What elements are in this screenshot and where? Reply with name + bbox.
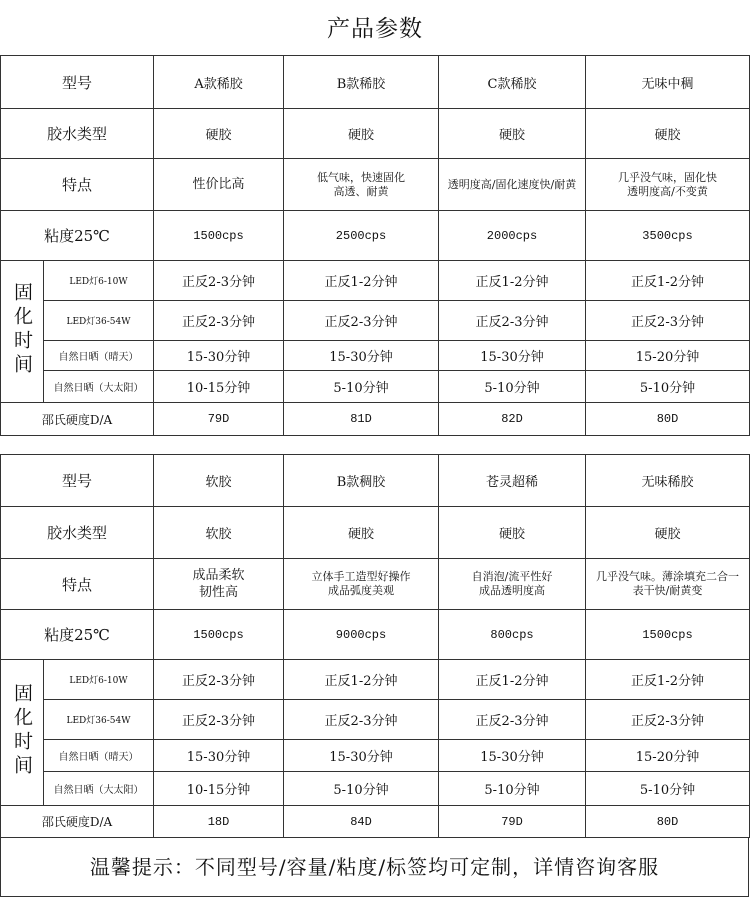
viscosity-value: 1500cps: [154, 211, 284, 261]
glue-type-label: 胶水类型: [1, 507, 154, 559]
model-name: B款稀胶: [284, 56, 439, 109]
model-name: 苍灵超稀: [439, 455, 586, 507]
curing-row-sun-strong: [1, 371, 750, 403]
curing-time-value: 15-30分钟: [439, 740, 586, 772]
curing-condition-label: 自然日晒（晴天）: [44, 740, 154, 772]
curing-time-value: 正反2-3分钟: [284, 301, 439, 341]
curing-time-value: 10-15分钟: [154, 772, 284, 806]
hardness-value: 79D: [154, 403, 284, 436]
spec-table-2: [0, 454, 750, 838]
curing-time-value: 15-30分钟: [439, 341, 586, 371]
curing-time-value: 正反1-2分钟: [439, 660, 586, 700]
feature-line: 成品弧度美观: [328, 584, 395, 597]
curing-time-value: 正反1-2分钟: [586, 261, 750, 301]
glue-type-value: 硬胶: [439, 109, 586, 159]
features-label: 特点: [1, 559, 154, 610]
feature-line: 成品柔软: [192, 568, 245, 583]
feature-line: 韧性高: [199, 585, 239, 600]
glue-type-label: 胶水类型: [1, 109, 154, 159]
feature-line: 立体手工造型好操作: [311, 570, 411, 583]
curing-row-sun-clear: [1, 740, 750, 772]
curing-time-value: 15-30分钟: [284, 740, 439, 772]
page-title: 产品参数: [327, 16, 423, 42]
hardness-value: 80D: [586, 403, 750, 436]
feature-line: 低气味，快速固化: [317, 170, 406, 184]
curing-time-value: 5-10分钟: [439, 772, 586, 806]
hardness-value: 84D: [284, 806, 439, 838]
curing-time-value: 正反1-2分钟: [284, 261, 439, 301]
features-cell: [586, 159, 750, 211]
curing-time-value: 正反2-3分钟: [586, 301, 750, 341]
hardness-label: 邵氏硬度D/A: [1, 806, 154, 838]
features-label: 特点: [1, 159, 154, 211]
hardness-value: 81D: [284, 403, 439, 436]
glue-type-value: 软胶: [154, 507, 284, 559]
glue-type-value: 硬胶: [284, 507, 439, 559]
curing-condition-label: LED灯6-10W: [44, 261, 154, 301]
feature-line: 性价比高: [192, 177, 245, 192]
features-cell: [439, 159, 586, 211]
glue-type-value: 硬胶: [586, 507, 750, 559]
curing-time-value: 正反2-3分钟: [284, 700, 439, 740]
hardness-value: 82D: [439, 403, 586, 436]
glue-type-row: [1, 507, 750, 559]
viscosity-label: 粘度25℃: [1, 211, 154, 261]
curing-time-value: 15-20分钟: [586, 341, 750, 371]
spec-table-1: [0, 55, 750, 436]
curing-row-led-low: [1, 660, 750, 700]
curing-condition-label: 自然日晒（大太阳）: [44, 772, 154, 806]
curing-time-value: 正反1-2分钟: [284, 660, 439, 700]
curing-time-value: 正反2-3分钟: [154, 261, 284, 301]
features-cell: [439, 559, 586, 610]
model-label: 型号: [1, 455, 154, 507]
curing-time-value: 5-10分钟: [586, 371, 750, 403]
curing-time-value: 10-15分钟: [154, 371, 284, 403]
curing-time-header: [1, 261, 44, 403]
model-row: [1, 455, 750, 507]
customization-notice: 温馨提示：不同型号/容量/粘度/标签均可定制，详情咨询客服: [0, 838, 749, 897]
curing-condition-label: 自然日晒（晴天）: [44, 341, 154, 371]
curing-time-value: 正反2-3分钟: [154, 700, 284, 740]
model-name: B款稠胶: [284, 455, 439, 507]
viscosity-value: 1500cps: [586, 610, 750, 660]
glue-type-value: 硬胶: [439, 507, 586, 559]
viscosity-value: 1500cps: [154, 610, 284, 660]
viscosity-value: 2500cps: [284, 211, 439, 261]
hardness-row: [1, 403, 750, 436]
features-cell: [586, 559, 750, 610]
curing-time-value: 5-10分钟: [284, 371, 439, 403]
viscosity-value: 9000cps: [284, 610, 439, 660]
curing-row-sun-strong: [1, 772, 750, 806]
model-name: C款稀胶: [439, 56, 586, 109]
viscosity-value: 800cps: [439, 610, 586, 660]
viscosity-row: [1, 610, 750, 660]
curing-time-value: 15-20分钟: [586, 740, 750, 772]
curing-time-value: 正反2-3分钟: [439, 301, 586, 341]
model-name: 软胶: [154, 455, 284, 507]
feature-line: 几乎没气味。薄涂填充二合一: [596, 570, 740, 583]
curing-time-value: 正反2-3分钟: [439, 700, 586, 740]
viscosity-value: 3500cps: [586, 211, 750, 261]
model-row: [1, 56, 750, 109]
feature-line: 高透、耐黄: [333, 184, 389, 198]
curing-row-led-high: [1, 301, 750, 341]
model-name: 无味中稠: [586, 56, 750, 109]
viscosity-label: 粘度25℃: [1, 610, 154, 660]
curing-time-value: 5-10分钟: [439, 371, 586, 403]
features-row: [1, 159, 750, 211]
glue-type-value: 硬胶: [154, 109, 284, 159]
model-name: A款稀胶: [154, 56, 284, 109]
feature-line: 几乎没气味，固化快: [618, 170, 718, 184]
hardness-value: 80D: [586, 806, 750, 838]
curing-row-led-low: [1, 261, 750, 301]
hardness-label: 邵氏硬度D/A: [1, 403, 154, 436]
glue-type-value: 硬胶: [284, 109, 439, 159]
feature-line: 自消泡/流平性好: [471, 570, 553, 583]
curing-time-value: 正反2-3分钟: [154, 660, 284, 700]
feature-line: 表干快/耐黄变: [632, 584, 703, 597]
model-label: 型号: [1, 56, 154, 109]
curing-time-value: 15-30分钟: [154, 740, 284, 772]
features-cell: [284, 159, 439, 211]
curing-row-sun-clear: [1, 341, 750, 371]
curing-time-value: 正反1-2分钟: [586, 660, 750, 700]
model-name: 无味稀胶: [586, 455, 750, 507]
viscosity-row: [1, 211, 750, 261]
curing-row-led-high: [1, 700, 750, 740]
curing-time-value: 正反2-3分钟: [586, 700, 750, 740]
curing-condition-label: 自然日晒（大太阳）: [44, 371, 154, 403]
curing-time-value: 5-10分钟: [284, 772, 439, 806]
feature-line: 成品透明度高: [479, 584, 546, 597]
glue-type-value: 硬胶: [586, 109, 750, 159]
curing-condition-label: LED灯6-10W: [44, 660, 154, 700]
glue-type-row: [1, 109, 750, 159]
curing-condition-label: LED灯36-54W: [44, 700, 154, 740]
features-cell: [154, 559, 284, 610]
features-row: [1, 559, 750, 610]
hardness-value: 18D: [154, 806, 284, 838]
curing-time-value: 正反1-2分钟: [439, 261, 586, 301]
curing-time-value: 15-30分钟: [154, 341, 284, 371]
hardness-row: [1, 806, 750, 838]
curing-condition-label: LED灯36-54W: [44, 301, 154, 341]
curing-time-label: 固化时间: [11, 682, 33, 779]
curing-time-value: 正反2-3分钟: [154, 301, 284, 341]
hardness-value: 79D: [439, 806, 586, 838]
curing-time-value: 15-30分钟: [284, 341, 439, 371]
feature-line: 透明度高/不变黄: [627, 184, 708, 198]
features-cell: [284, 559, 439, 610]
viscosity-value: 2000cps: [439, 211, 586, 261]
curing-time-label: 固化时间: [11, 281, 33, 378]
features-cell: [154, 159, 284, 211]
curing-time-header: [1, 660, 44, 806]
feature-line: 透明度高/固化速度快/耐黄: [447, 177, 577, 191]
curing-time-value: 5-10分钟: [586, 772, 750, 806]
